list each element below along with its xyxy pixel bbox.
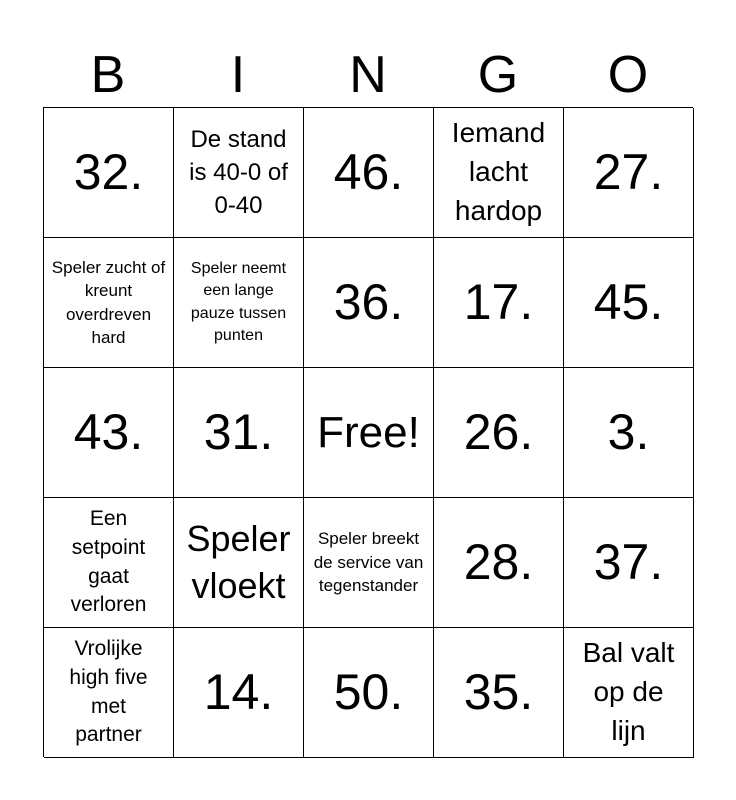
cell-text: Speler neemt een lange pauze tussen punten xyxy=(190,259,287,344)
bingo-cell[interactable] xyxy=(434,498,564,628)
cell-text: 14. xyxy=(203,664,274,720)
bingo-cell[interactable] xyxy=(174,498,304,628)
bingo-cell[interactable] xyxy=(564,108,694,238)
bingo-cell[interactable] xyxy=(564,368,694,498)
bingo-cell[interactable] xyxy=(564,628,694,758)
bingo-cell[interactable] xyxy=(174,628,304,758)
cell-text: 27. xyxy=(593,144,664,200)
cell-text: Iemand lacht hardop xyxy=(451,117,546,226)
header-letter-b: B xyxy=(90,46,126,104)
header-letter-i: I xyxy=(230,46,246,104)
cell-text: 17. xyxy=(463,274,534,330)
cell-text: Vrolijke high five met partner xyxy=(69,637,148,747)
cell-text: 32. xyxy=(73,144,144,200)
cell-text: Speler zucht of kreunt overdreven hard xyxy=(51,257,166,347)
cell-text: 3. xyxy=(607,404,650,460)
cell-text: 43. xyxy=(73,404,144,460)
bingo-cell[interactable] xyxy=(564,498,694,628)
bingo-cell[interactable] xyxy=(174,238,304,368)
bingo-cell[interactable] xyxy=(44,238,174,368)
bingo-cell[interactable] xyxy=(44,628,174,758)
cell-text: De stand is 40-0 of 0-40 xyxy=(189,125,288,220)
bingo-header xyxy=(43,44,693,106)
bingo-cell[interactable] xyxy=(174,368,304,498)
free-cell[interactable] xyxy=(304,368,434,498)
bingo-cell[interactable] xyxy=(304,628,434,758)
cell-text: 46. xyxy=(333,144,404,200)
bingo-cell[interactable] xyxy=(44,498,174,628)
bingo-cell[interactable] xyxy=(304,238,434,368)
bingo-cell[interactable] xyxy=(304,498,434,628)
bingo-cell[interactable] xyxy=(564,238,694,368)
cell-text: Free! xyxy=(317,407,420,457)
cell-text: Speler breekt de service van tegenstander xyxy=(313,529,424,596)
cell-text: 36. xyxy=(333,274,404,330)
bingo-cell[interactable] xyxy=(304,108,434,238)
bingo-cell[interactable] xyxy=(44,108,174,238)
bingo-cell[interactable] xyxy=(174,108,304,238)
header-letter-o: O xyxy=(607,46,649,104)
cell-text: Een setpoint gaat verloren xyxy=(70,507,147,617)
bingo-board xyxy=(43,107,693,757)
bingo-cell[interactable] xyxy=(434,238,564,368)
cell-text: Speler vloekt xyxy=(186,517,291,606)
cell-text: 37. xyxy=(593,534,664,590)
cell-text: 26. xyxy=(463,404,534,460)
header-letter-n: N xyxy=(349,46,387,104)
cell-text: 31. xyxy=(203,404,274,460)
cell-text: Bal valt op de lijn xyxy=(582,637,675,746)
bingo-cell[interactable] xyxy=(434,108,564,238)
bingo-cell[interactable] xyxy=(434,368,564,498)
bingo-cell[interactable] xyxy=(44,368,174,498)
bingo-cell[interactable] xyxy=(434,628,564,758)
cell-text: 35. xyxy=(463,664,534,720)
cell-text: 45. xyxy=(593,274,664,330)
header-letter-g: G xyxy=(477,46,519,104)
cell-text: 50. xyxy=(333,664,404,720)
cell-text: 28. xyxy=(463,534,534,590)
